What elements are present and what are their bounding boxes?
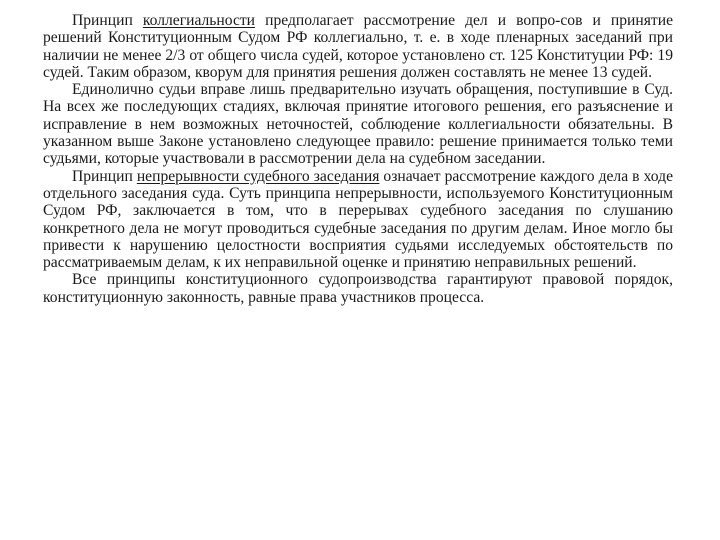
paragraph-text: предполагает рассмотрение дел и вопро-сов и принятие решений Конституционным Судом РФ коллегиально, т. е. в ходе пленарных заседаний при наличии не менее 2/3 от общего числа судей, которое установлено ст. 125 Конституции РФ: 19 судей. Таким образом, кворум для принятия решения должен составлять не менее 13 судей. bbox=[43, 12, 673, 81]
paragraph-text: означает рассмотрение каждого дела в ходе отдельного заседания суда. Суть принципа непрерывности, используемого Конституционным Судом РФ, заключается в том, что в перерывах судебного заседания по слушанию конкретного дела не могут проводиться судебные заседания по другим делам. Иное могло бы привести к нарушению целостности восприятия судьями исследуемых обстоятельств по рассматриваемым делам, к их неправильной оценке и принятию неправильных решений. bbox=[43, 167, 673, 272]
term-collegiality: коллегиальности bbox=[142, 12, 256, 29]
paragraph-continuity bbox=[43, 168, 673, 272]
paragraph-sole-judges bbox=[43, 81, 673, 167]
paragraph-text: Единолично судьи вправе лишь предварительно изучать обращения, поступившие в Суд. На всех же последующих стадиях, включая принятие итогового решения, его разъяснение и исправление в нем возможных неточностей, соблюдение коллегиальности обязательны. В указанном выше Законе установлено следующее правило: решение принимается только теми судьями, которые участвовали в рассмотрении дела на судебном заседании. bbox=[43, 81, 673, 168]
paragraph-lead: Принцип bbox=[72, 12, 143, 29]
document-body bbox=[43, 12, 673, 306]
paragraph-conclusion bbox=[43, 271, 673, 306]
paragraph-text: Все принципы конституционного судопроизводства гарантируют правовой порядок, конституционную законность, равные права участников процесса. bbox=[43, 271, 673, 306]
paragraph-lead: Принцип bbox=[72, 167, 137, 185]
paragraph-collegiality bbox=[43, 12, 673, 81]
term-continuity: непрерывности судебного заседания bbox=[136, 167, 380, 185]
